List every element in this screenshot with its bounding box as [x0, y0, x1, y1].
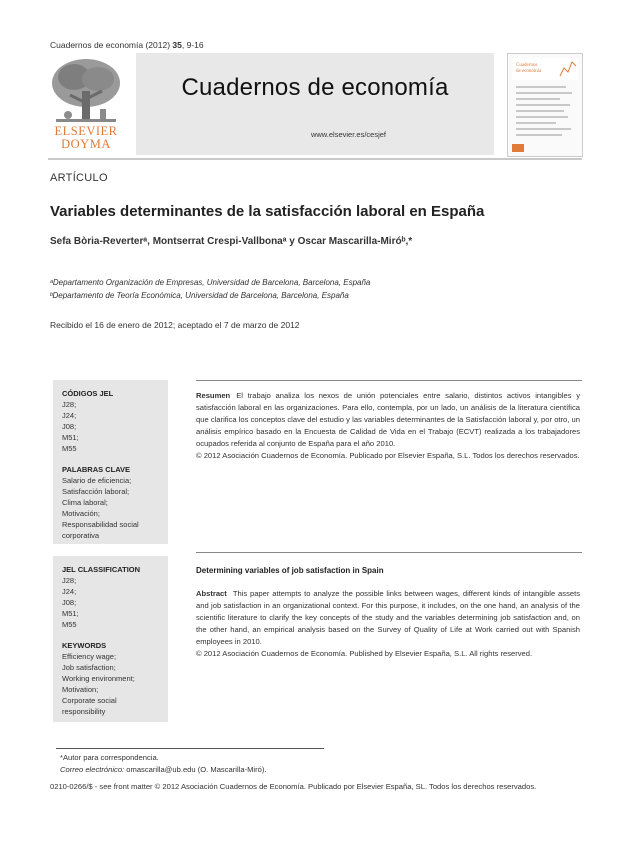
section-label: ARTÍCULO [50, 172, 108, 184]
keyword: Motivación; [62, 509, 100, 518]
abstract-en-rule [196, 552, 582, 553]
logo-wordmark-elsevier: ELSEVIER [54, 124, 118, 138]
journal-cover-thumbnail [507, 53, 583, 157]
journal-title: Cuadernos de economía [181, 74, 449, 101]
journal-banner [136, 53, 494, 155]
cover-image [508, 54, 582, 156]
svg-text:de economía: de economía [516, 69, 542, 74]
journal-citation [50, 40, 204, 50]
keyword: Corporate social [62, 696, 117, 705]
jel-code: J08; [62, 422, 77, 431]
author-list: Sefa Bòria-Reverterᵃ, Montserrat Crespi-Vallbonaᵃ y Oscar Mascarilla-Miróᵇ,* [50, 236, 413, 247]
footnote-rule [56, 748, 324, 749]
jel-code: J28; [62, 576, 77, 585]
citation-journal: Cuadernos de economía (2012) [50, 40, 171, 50]
article-title: Variables determinantes de la satisfacción laboral en España [50, 203, 485, 220]
abstract-es-text: El trabajo analiza los nexos de unión potenciales entre salario, distintos activos intangibles y satisfacción laboral en las organizaciones. Para ello, contempla, por un lado, un análisis de la literatura científica que clarifica los conceptos clave del estudio y las variables determinantes de la Satisfacción laboral y, por otro, un análisis empírico basado en la Encuesta de Calidad de Vida en el Trabajo (ECVT) realizada a los trabajadores ocupados referida al conjunto de España para el año 2010. [196, 391, 580, 448]
abstract-es-lead: Resumen [196, 391, 231, 400]
jel-codes-heading: CÓDIGOS JEL [62, 389, 114, 398]
abstract-es-copyright: © 2012 Asociación Cuadernos de Economía. Publicado por Elsevier España, S.L. Todos los derechos reservados. [196, 451, 580, 460]
abstract-english [196, 588, 580, 660]
keyword: Job satisfaction; [62, 663, 116, 672]
keywords-heading-en: KEYWORDS [62, 641, 107, 650]
keyword: responsibility [62, 707, 106, 716]
email-note [60, 765, 267, 774]
keyword: Motivation; [62, 685, 99, 694]
issn-line: 0210-0266/$ - see front matter © 2012 Asociación Cuadernos de Economía. Publicado por Elsevier España, SL. Todos los derechos reservados. [50, 782, 537, 791]
abstract-en-text: This paper attempts to analyze the possible links between wages, different kinds of intangible assets and job satisfaction in an organizational context. For this purpose, it includes, on the one hand, an analysis of the scientific literature to clarify the key concepts of the study and the variables determining job satisfaction and, on the other hand, an empirical analysis based on the Survey of Quality of Life at Work carried out with Spanish employees in 2010. [196, 589, 580, 646]
affiliation-b: ᵇDepartamento de Teoría Económica, Universidad de Barcelona, Barcelona, España [50, 291, 349, 300]
corresponding-note: *Autor para correspondencia. [60, 753, 159, 762]
english-title: Determining variables of job satisfaction in Spain [196, 566, 384, 575]
abstract-en-copyright: © 2012 Asociación Cuadernos de Economía. Published by Elsevier España, S.L. All rights reserved. [196, 649, 533, 658]
citation-volume: 35 [172, 40, 182, 50]
email-value[interactable]: omascarilla@ub.edu (O. Mascarilla-Miró). [126, 765, 267, 774]
journal-url[interactable]: www.elsevier.es/cesjef [310, 130, 386, 139]
jel-code: J24; [62, 411, 77, 420]
keyword: Clima laboral; [62, 498, 108, 507]
jel-code: J28; [62, 400, 77, 409]
citation-pages: , 9-16 [181, 40, 204, 50]
sidebar-english [53, 556, 168, 722]
abstract-spanish [196, 390, 580, 462]
elsevier-doyma-logo [48, 55, 124, 155]
svg-text:Cuadernos: Cuadernos [516, 63, 538, 68]
keyword: Satisfacción laboral; [62, 487, 130, 496]
received-dates: Recibido el 16 de enero de 2012; aceptado el 7 de marzo de 2012 [50, 320, 300, 330]
affiliation-a: ᵃDepartamento Organización de Empresas, Universidad de Barcelona, Barcelona, España [50, 278, 371, 287]
sidebar-spanish [53, 380, 168, 544]
journal-url-row [136, 130, 494, 139]
jel-code: M51; [62, 609, 79, 618]
jel-code: M55 [62, 620, 77, 629]
logo-wordmark-doyma: DOYMA [61, 137, 111, 151]
keyword: Responsabilidad social [62, 520, 139, 529]
keyword: Salario de eficiencia; [62, 476, 132, 485]
jel-classification-heading: JEL CLASSIFICATION [62, 565, 141, 574]
keyword: corporativa [62, 531, 100, 540]
abstract-en-lead: Abstract [196, 589, 227, 598]
jel-code: M51; [62, 433, 79, 442]
abstract-es-rule [196, 380, 582, 381]
email-label: Correo electrónico: [60, 765, 125, 774]
header-divider [48, 158, 582, 160]
jel-code: J24; [62, 587, 77, 596]
jel-code: J08; [62, 598, 77, 607]
jel-code: M55 [62, 444, 77, 453]
keyword: Efficiency wage; [62, 652, 117, 661]
keywords-heading-es: PALABRAS CLAVE [62, 465, 131, 474]
keyword: Working environment; [62, 674, 135, 683]
